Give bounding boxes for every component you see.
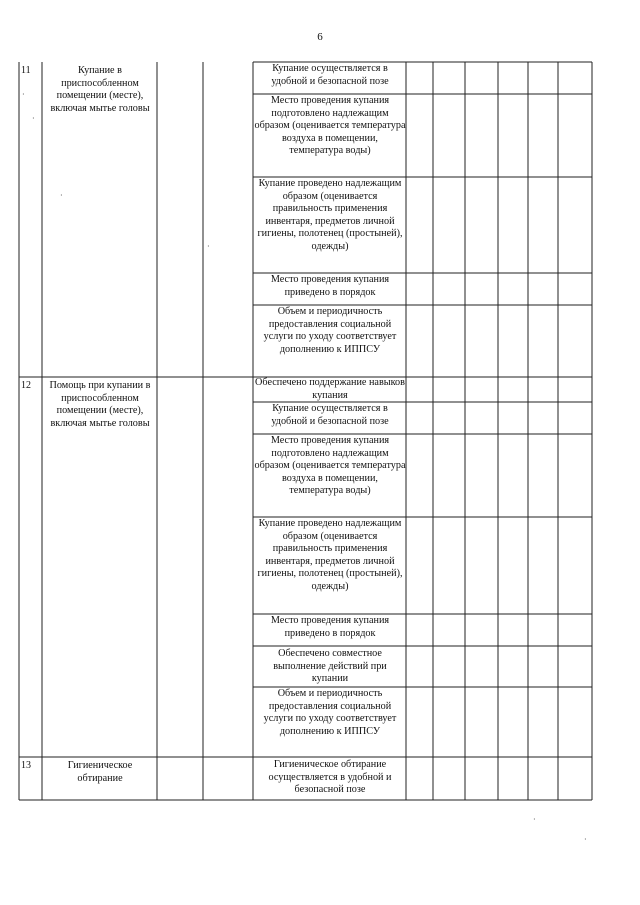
- criterion-cell: Купание проведено надлежащим образом (оценивается правильность применения инвентаря, предметов личной гигиены, полотенец (простыней), одежды): [257, 518, 403, 592]
- criterion-cell: Место проведения купания подготовлено надлежащим образом (оценивается температура воздуха в помещении, температура воды): [254, 435, 406, 497]
- criterion-cell: Место проведения купания приведено в порядок: [270, 274, 390, 298]
- scan-speck: ·: [22, 90, 25, 99]
- criterion-cell: Место проведения купания приведено в порядок: [270, 615, 390, 639]
- scan-speck: ·: [32, 114, 35, 123]
- scan-speck: ·: [60, 191, 63, 200]
- row-number: 12: [21, 380, 31, 391]
- service-name: Помощь при купании в приспособленном помещении (месте), включая мытье головы: [49, 380, 151, 429]
- service-name: Купание в приспособленном помещении (месте), включая мытье головы: [50, 65, 150, 114]
- criterion-cell: Объем и периодичность предоставления социальной услуги по уходу соответствует дополнению к ИППСУ: [263, 306, 397, 355]
- criterion-cell: Гигиеническое обтирание осуществляется в удобной и безопасной позе: [268, 759, 392, 796]
- scan-speck: ·: [533, 815, 536, 824]
- criterion-cell: Купание осуществляется в удобной и безопасной позе: [271, 403, 389, 427]
- criterion-cell: Обеспечено поддержание навыков купания: [255, 377, 405, 401]
- criterion-cell: Обеспечено совместное выполнение действий при купании: [273, 648, 387, 685]
- criterion-cell: Объем и периодичность предоставления социальной услуги по уходу соответствует дополнению к ИППСУ: [263, 688, 397, 737]
- criterion-cell: Купание осуществляется в удобной и безопасной позе: [271, 63, 389, 87]
- row-number: 11: [21, 65, 31, 76]
- criterion-cell: Место проведения купания подготовлено надлежащим образом (оценивается температура воздуха в помещении, температура воды): [254, 95, 406, 157]
- row-number: 13: [21, 760, 31, 771]
- page-number: 6: [317, 31, 323, 43]
- criterion-cell: Купание проведено надлежащим образом (оценивается правильность применения инвентаря, предметов личной гигиены, полотенец (простыней), одежды): [257, 178, 403, 252]
- scan-speck: ·: [584, 835, 587, 844]
- scan-speck: ·: [207, 242, 210, 251]
- service-name: Гигиеническое обтирание: [67, 760, 133, 784]
